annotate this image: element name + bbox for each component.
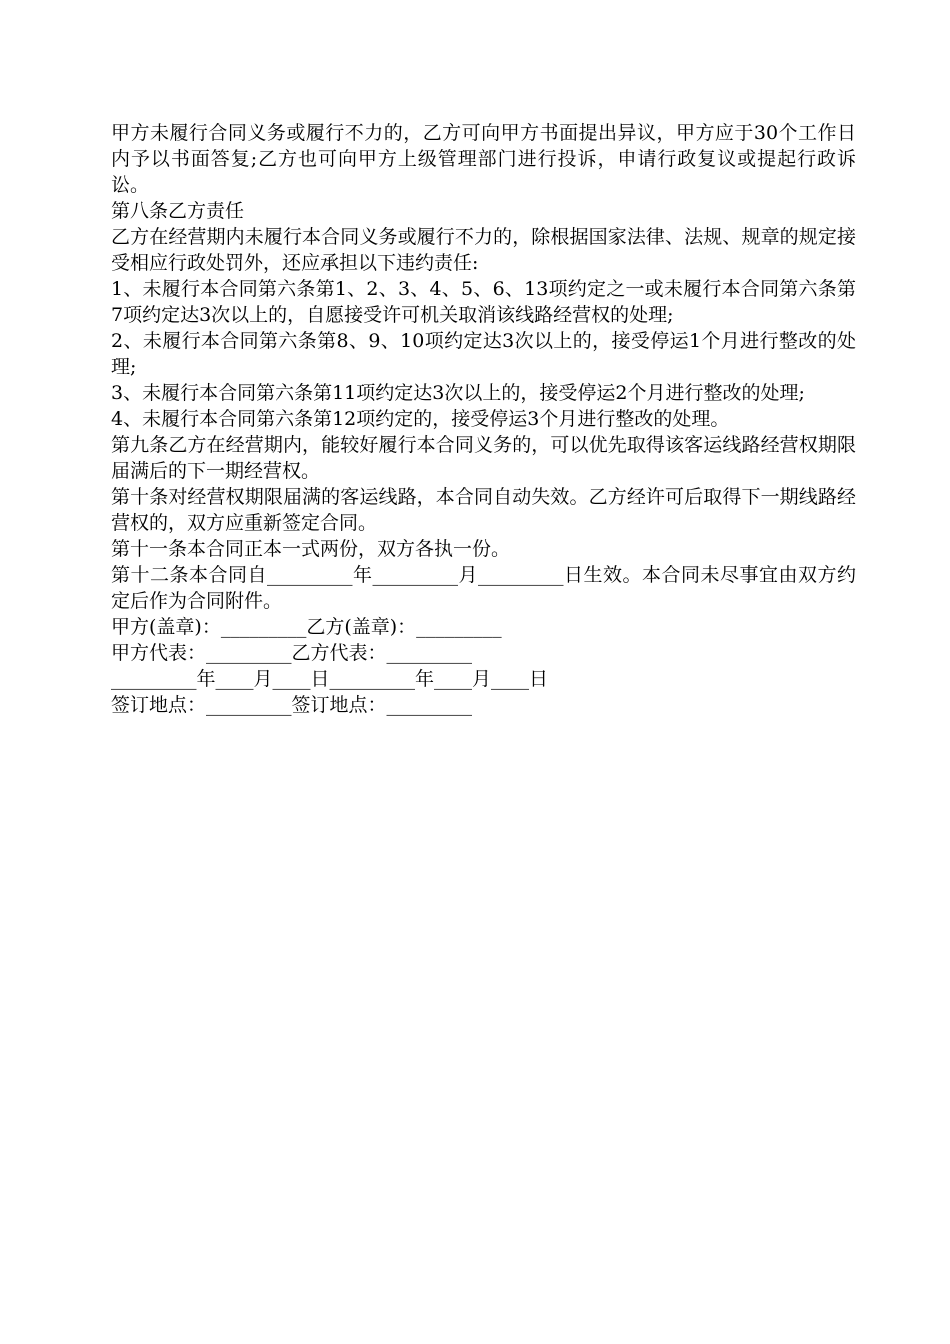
article-12: 第十二条本合同自_________年_________月_________日生效。本合同未尽事宜由双方约定后作为合同附件。	[111, 564, 856, 612]
article-10: 第十条对经营权期限届满的客运线路，本合同自动失效。乙方经许可后取得下一期线路经营权的，双方应重新签定合同。	[111, 486, 856, 534]
paragraph-party-b-liability: 乙方在经营期内未履行本合同义务或履行不力的，除根据国家法律、法规、规章的规定接受相应行政处罚外，还应承担以下违约责任:	[111, 226, 856, 274]
liability-item-2: 2、未履行本合同第六条第8、9、10项约定达3次以上的，接受停运1个月进行整改的处理;	[111, 330, 856, 378]
liability-item-4: 4、未履行本合同第六条第12项约定的，接受停运3个月进行整改的处理。	[111, 408, 730, 430]
article-11: 第十一条本合同正本一式两份，双方各执一份。	[111, 538, 511, 560]
signature-seal-line: 甲方(盖章)：_________乙方(盖章)：_________	[111, 616, 502, 638]
liability-item-3: 3、未履行本合同第六条第11项约定达3次以上的，接受停运2个月进行整改的处理;	[111, 382, 805, 404]
article-8-heading: 第八条乙方责任	[111, 200, 245, 222]
paragraph-party-a-obligation: 甲方未履行合同义务或履行不力的，乙方可向甲方书面提出异议，甲方应于30个工作日内予以书面答复;乙方也可向甲方上级管理部门进行投诉，申请行政复议或提起行政诉讼。	[111, 122, 856, 196]
article-9: 第九条乙方在经营期内，能较好履行本合同义务的，可以优先取得该客运线路经营权期限届满后的下一期经营权。	[111, 434, 856, 482]
signature-date-line: _________年____月____日_________年____月____日	[111, 668, 549, 690]
signature-representative-line: 甲方代表：_________乙方代表：_________	[111, 642, 473, 664]
contract-text	[111, 120, 856, 718]
signing-location-line: 签订地点：_________签订地点：_________	[111, 694, 473, 716]
liability-item-1: 1、未履行本合同第六条第1、2、3、4、5、6、13项约定之一或未履行本合同第六条第7项约定达3次以上的，自愿接受许可机关取消该线路经营权的处理;	[111, 278, 856, 326]
